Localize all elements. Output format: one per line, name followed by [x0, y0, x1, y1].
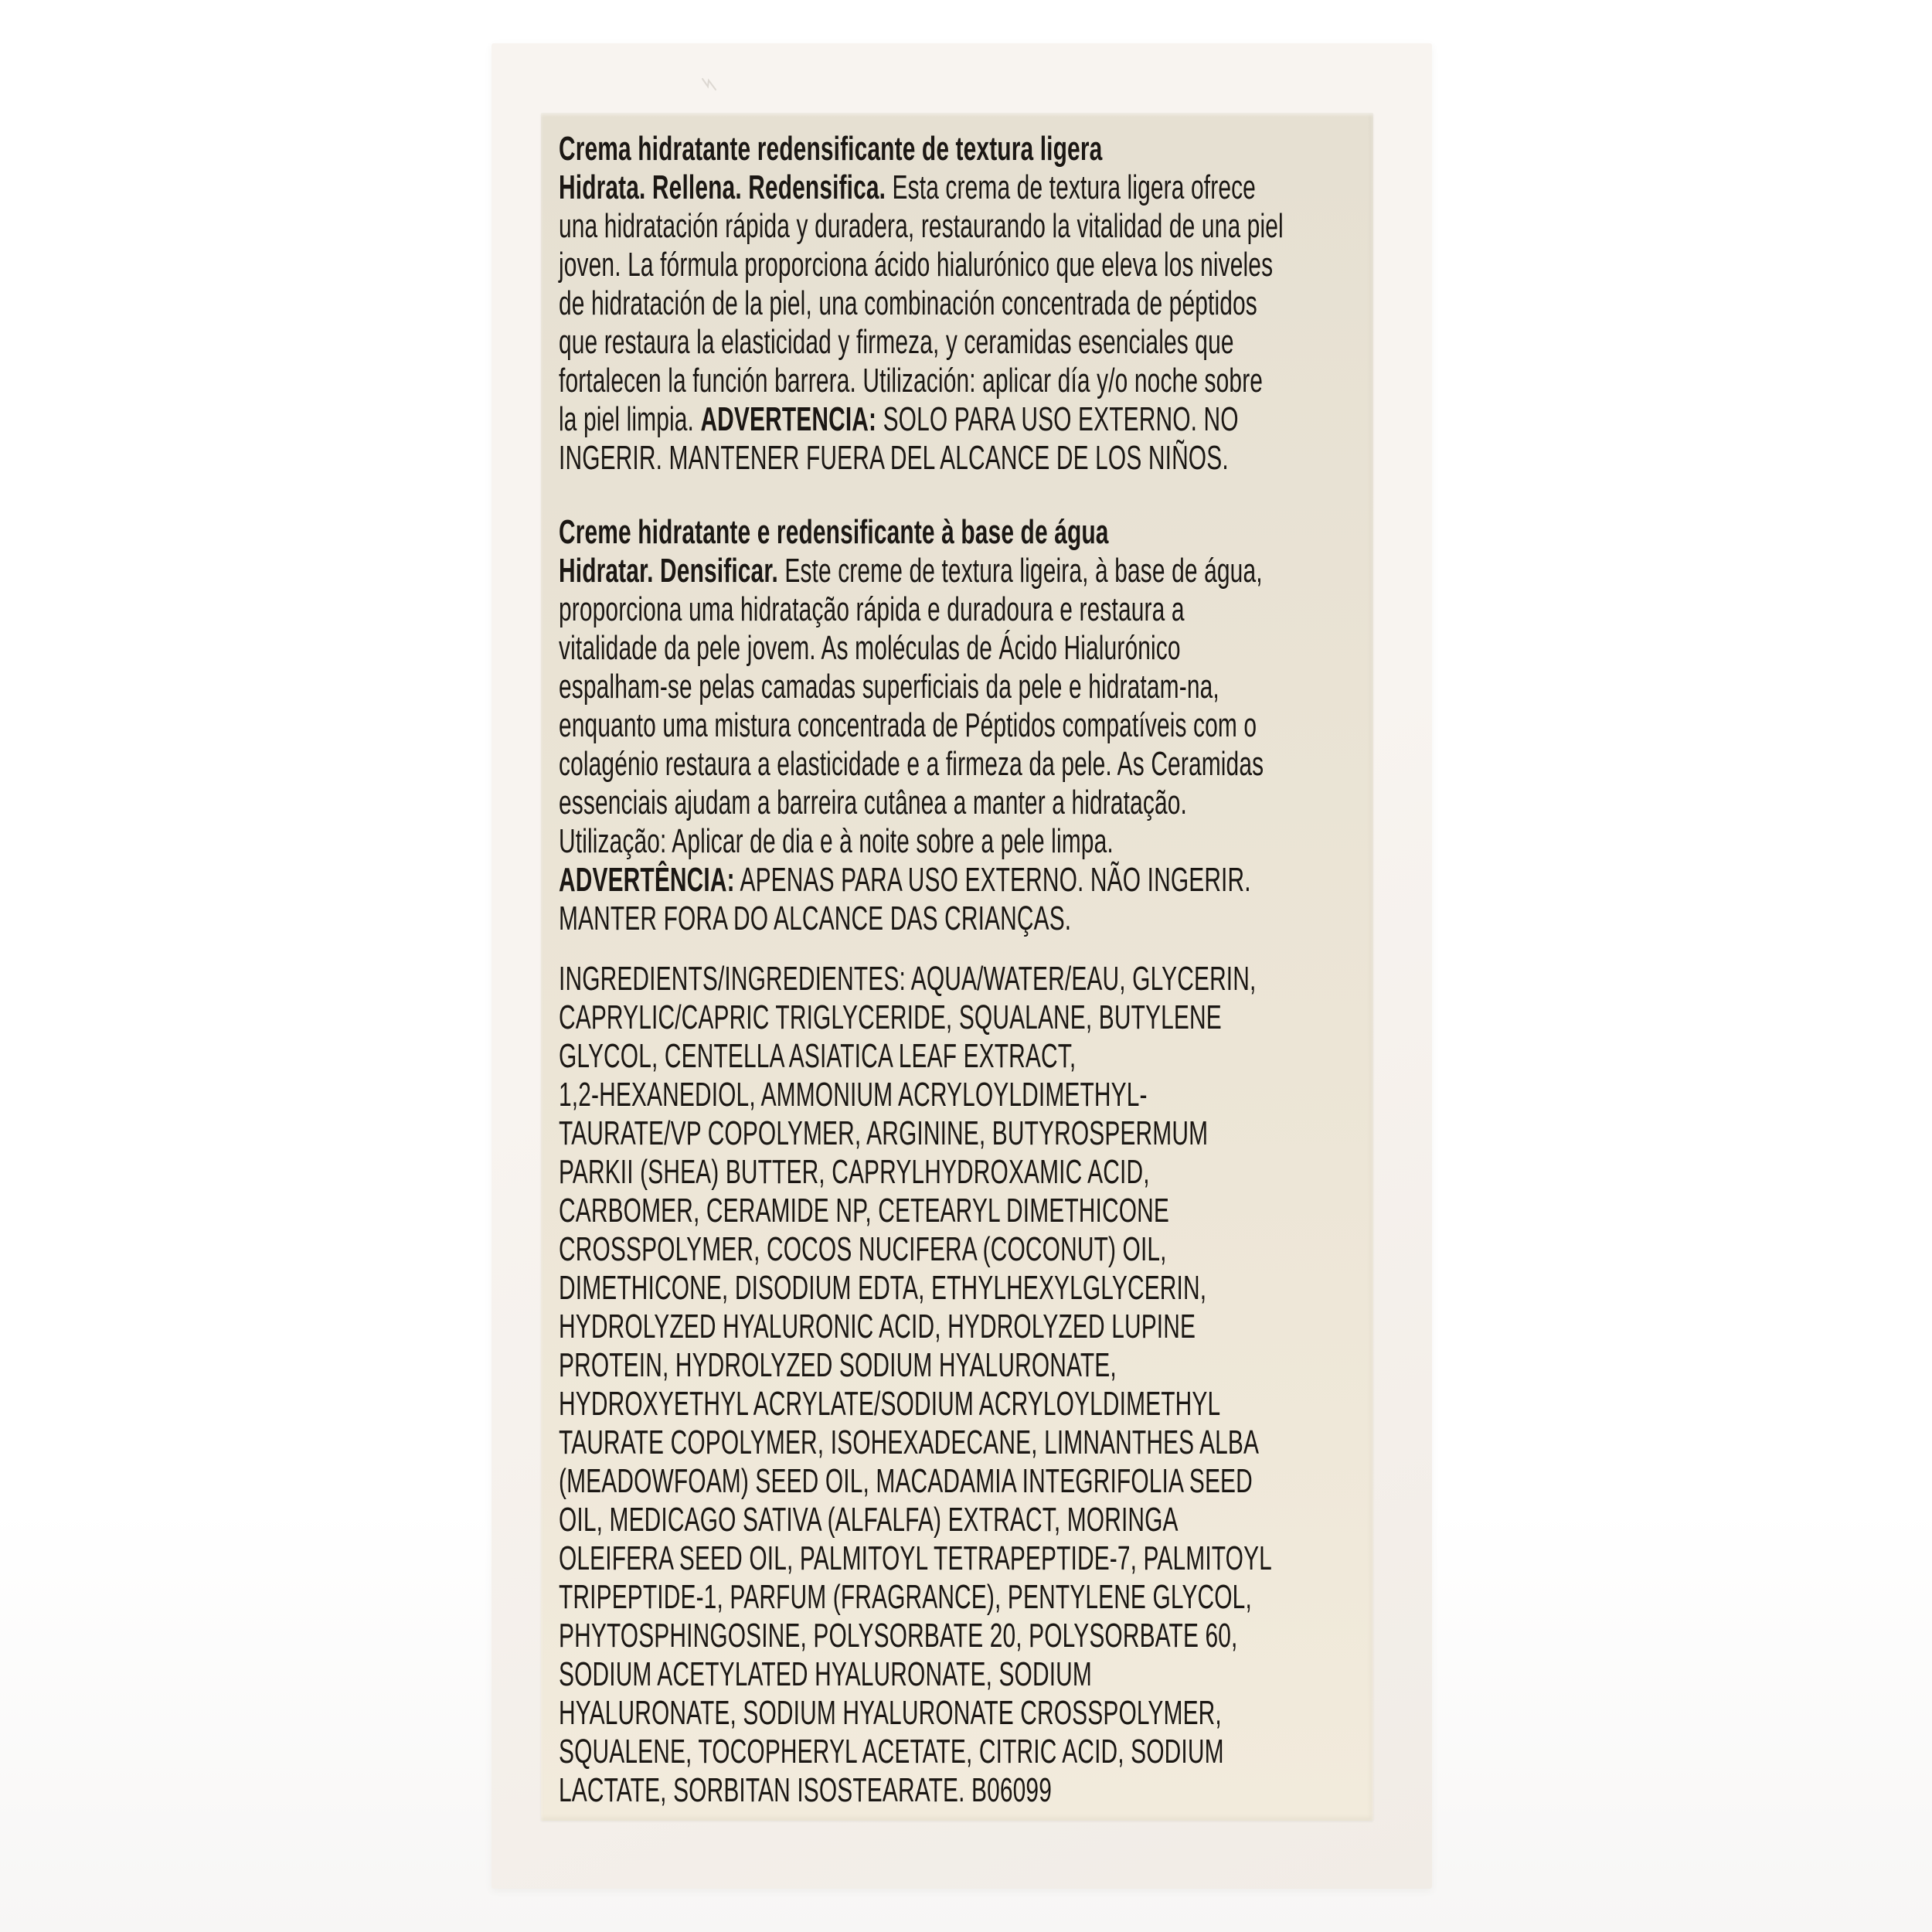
label-text-line: PROTEIN, HYDROLYZED SODIUM HYALURONATE, [559, 1346, 1117, 1384]
label-text-line: Utilização: Aplicar de dia e à noite sobre a pele limpa. [559, 822, 1114, 860]
label-text-line: Hidrata. Rellena. Redensifica. Esta crema de textura ligera ofrece [559, 168, 1256, 206]
label-text-line: la piel limpia. ADVERTENCIA: SOLO PARA USO EXTERNO. NO [559, 400, 1239, 438]
label-text-line: CAPRYLIC/CAPRIC TRIGLYCERIDE, SQUALANE, BUTYLENE [559, 998, 1222, 1036]
label-text-line: MANTER FORA DO ALCANCE DAS CRIANÇAS. [559, 900, 1072, 937]
label-text-line: HYDROLYZED HYALURONIC ACID, HYDROLYZED LUPINE [559, 1308, 1196, 1345]
label-text-line: colagénio restaura a elasticidade e a firmeza da pele. As Ceramidas [559, 745, 1264, 783]
label-text-line: OIL, MEDICAGO SATIVA (ALFALFA) EXTRACT, MORINGA [559, 1501, 1179, 1539]
label-text-line: DIMETHICONE, DISODIUM EDTA, ETHYLHEXYLGLYCERIN, [559, 1269, 1207, 1307]
label-text-line: de hidratación de la piel, una combinación concentrada de péptidos [559, 284, 1257, 322]
label-text-line: que restaura la elasticidad y firmeza, y ceramidas esenciales que [559, 323, 1234, 361]
label-text-line: HYDROXYETHYL ACRYLATE/SODIUM ACRYLOYLDIMETHYL [559, 1385, 1221, 1423]
label-text-line: SQUALENE, TOCOPHERYL ACETATE, CITRIC ACID, SODIUM [559, 1733, 1224, 1770]
label-text-line: INGERIR. MANTENER FUERA DEL ALCANCE DE LOS NIÑOS. [559, 439, 1229, 477]
label-text-line: TAURATE COPOLYMER, ISOHEXADECANE, LIMNANTHES ALBA [559, 1423, 1260, 1461]
label-text-line: CROSSPOLYMER, COCOS NUCIFERA (COCONUT) OIL, [559, 1230, 1167, 1268]
label-text-column [559, 130, 1362, 1810]
spanish-description-section [559, 130, 1362, 478]
label-text-line: fortalecen la función barrera. Utilización: aplicar día y/o noche sobre [559, 362, 1264, 400]
label-text-line: joven. La fórmula proporciona ácido hialurónico que eleva los niveles [559, 246, 1274, 284]
label-text-line: ADVERTÊNCIA: APENAS PARA USO EXTERNO. NÃO INGERIR. [559, 861, 1251, 899]
label-text-line: TRIPEPTIDE-1, PARFUM (FRAGRANCE), PENTYLENE GLYCOL, [559, 1578, 1252, 1616]
label-text-line: Crema hidratante redensificante de textura ligera [559, 130, 1103, 168]
label-text-line: OLEIFERA SEED OIL, PALMITOYL TETRAPEPTIDE-7, PALMITOYL [559, 1539, 1272, 1577]
label-text-line: SODIUM ACETYLATED HYALURONATE, SODIUM [559, 1655, 1092, 1693]
label-text-line: essenciais ajudam a barreira cutânea a manter a hidratação. [559, 784, 1188, 821]
label-text-line: PARKII (SHEA) BUTTER, CAPRYLHYDROXAMIC ACID, [559, 1153, 1150, 1191]
label-text-line: LACTATE, SORBITAN ISOSTEARATE. B06099 [559, 1771, 1052, 1809]
label-panel [541, 113, 1373, 1821]
product-carton-back [492, 43, 1432, 1889]
label-text-line: proporciona uma hidratação rápida e duradoura e restaura a [559, 590, 1185, 628]
label-text-line: (MEADOWFOAM) SEED OIL, MACADAMIA INTEGRIFOLIA SEED [559, 1462, 1253, 1500]
label-text-line: Creme hidratante e redensificante à base de água [559, 513, 1109, 551]
label-text-line: CARBOMER, CERAMIDE NP, CETEARYL DIMETHICONE [559, 1192, 1170, 1230]
label-text-line: una hidratación rápida y duradera, restaurando la vitalidad de una piel [559, 207, 1284, 245]
label-text-line: vitalidade da pele jovem. As moléculas de Ácido Hialurónico [559, 629, 1181, 667]
label-text-line: HYALURONATE, SODIUM HYALURONATE CROSSPOLYMER, [559, 1694, 1222, 1732]
ingredients-section [559, 960, 1362, 1810]
label-text-line: PHYTOSPHINGOSINE, POLYSORBATE 20, POLYSORBATE 60, [559, 1617, 1238, 1655]
label-text-line: INGREDIENTS/INGREDIENTES: AQUA/WATER/EAU, GLYCERIN, [559, 960, 1257, 998]
label-text-line: 1,2-HEXANEDIOL, AMMONIUM ACRYLOYLDIMETHYL- [559, 1076, 1148, 1114]
label-text-line: TAURATE/VP COPOLYMER, ARGININE, BUTYROSPERMUM [559, 1114, 1209, 1152]
print-smudge-mark [700, 76, 720, 93]
label-text-line: enquanto uma mistura concentrada de Péptidos compatíveis com o [559, 706, 1257, 744]
label-text-line: GLYCOL, CENTELLA ASIATICA LEAF EXTRACT, [559, 1037, 1077, 1075]
label-text-line: Hidratar. Densificar. Este creme de textura ligeira, à base de água, [559, 552, 1263, 590]
label-text-line: espalham-se pelas camadas superficiais da pele e hidratam-na, [559, 668, 1219, 706]
portuguese-description-section [559, 513, 1362, 938]
